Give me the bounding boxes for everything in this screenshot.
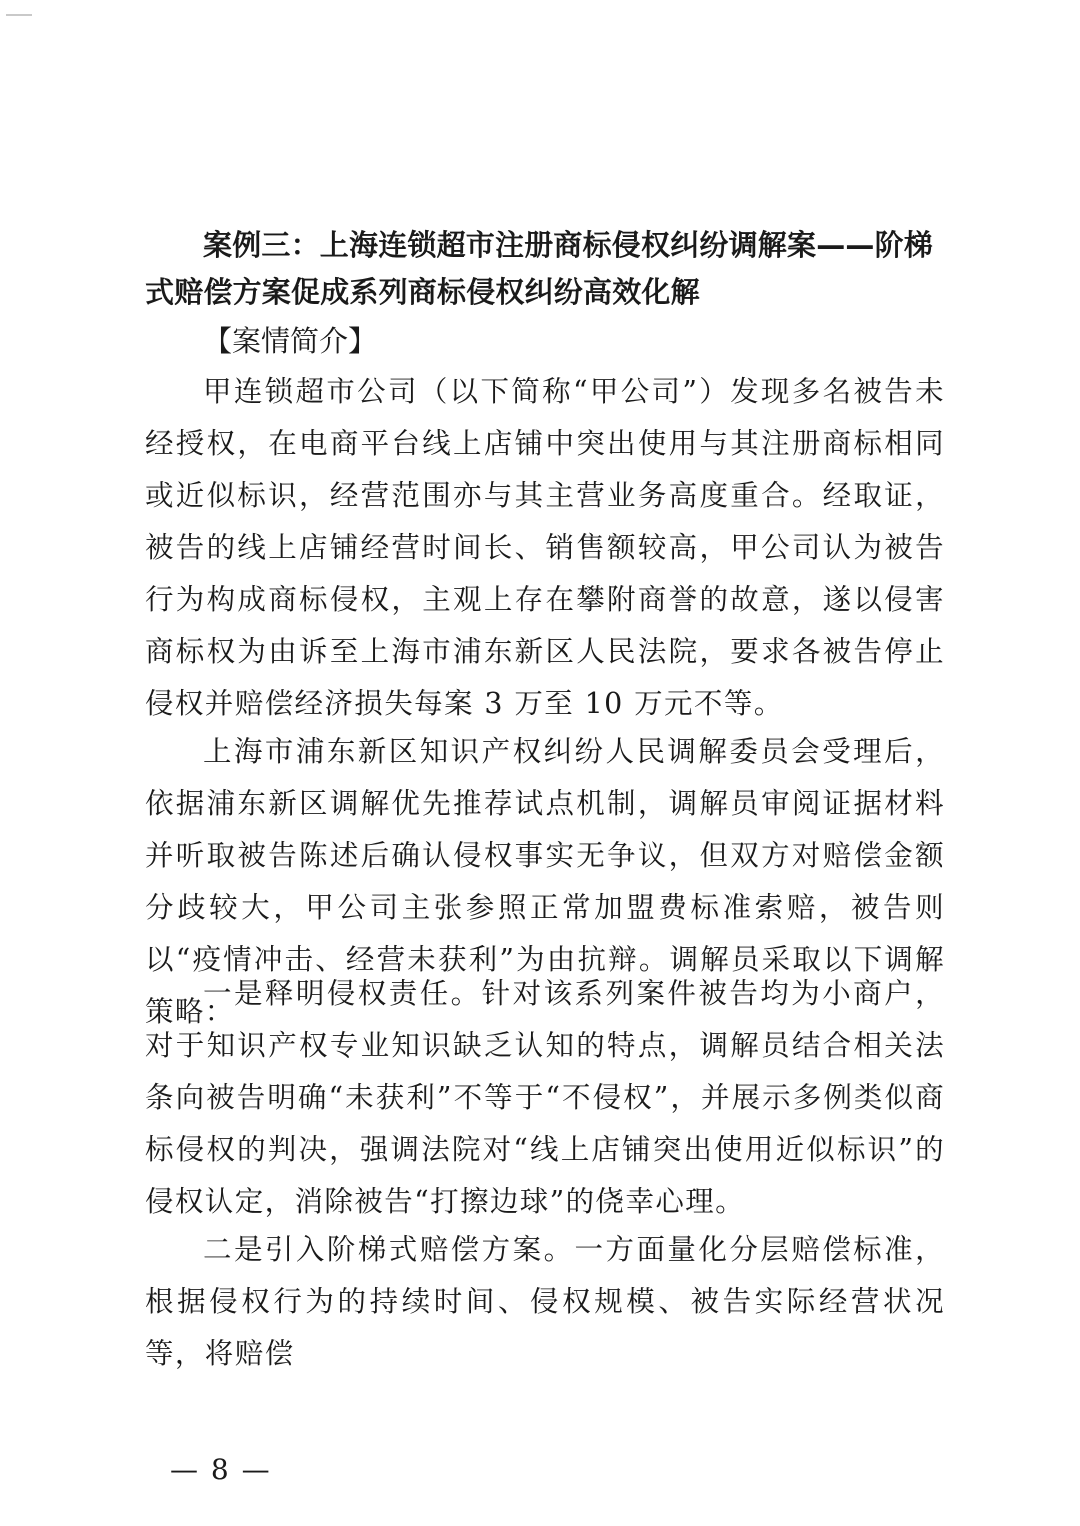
paragraph-mediation-intake: 上海市浦东新区知识产权纠纷人民调解委员会受理后，依据浦东新区调解优先推荐试点机制，调解员审阅证据材料并听取被告陈述后确认侵权事实无争议，但双方对赔偿金额分歧较大，甲公司主张参照正常加盟费标准索赔，被告则以“疫情冲击、经营未获利”为由抗辩。调解员采取以下调解策略：: [145, 735, 945, 1028]
section-label-case-summary: 【案情简介】: [203, 324, 378, 358]
scan-corner-mark: [6, 14, 32, 16]
paragraph-strategy-one: 一是释明侵权责任。针对该系列案件被告均为小商户，对于知识产权专业知识缺乏认知的特点，调解员结合相关法条向被告明确“未获利”不等于“不侵权”，并展示多例类似商标侵权的判决，强调法院对“线上店铺突出使用近似标识”的侵权认定，消除被告“打擦边球”的侥幸心理。: [145, 977, 945, 1218]
paragraph-case-background: 甲连锁超市公司（以下简称“甲公司”）发现多名被告未经授权，在电商平台线上店铺中突出使用与其注册商标相同或近似标识，经营范围亦与其主营业务高度重合。经取证，被告的线上店铺经营时间长、销售额较高，甲公司认为被告行为构成商标侵权，主观上存在攀附商誉的故意，遂以侵害商标权为由诉至上海市浦东新区人民法院，要求各被告停止侵权并赔偿经济损失每案 3 万至 10 万元不等。: [145, 375, 945, 720]
paragraph-strategy-two: 二是引入阶梯式赔偿方案。一方面量化分层赔偿标准，根据侵权行为的持续时间、侵权规模、被告实际经营状况等，将赔偿: [145, 1233, 945, 1370]
case-title: 案例三：上海连锁超市注册商标侵权纠纷调解案——阶梯式赔偿方案促成系列商标侵权纠纷高效化解: [145, 228, 934, 309]
page-number: — 8 —: [170, 1453, 272, 1486]
